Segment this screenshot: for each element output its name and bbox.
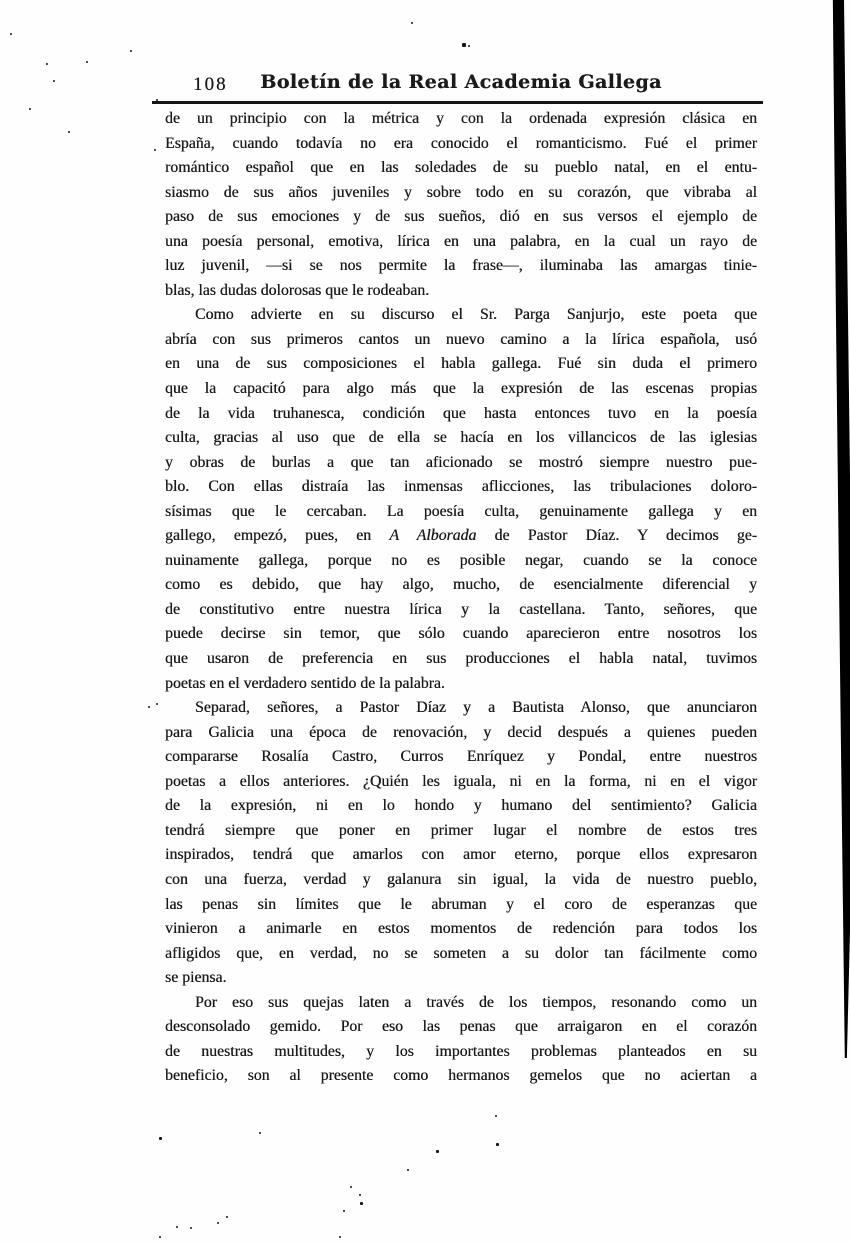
text-line (165, 843, 757, 868)
text-line (165, 1015, 757, 1040)
text-segment: de un principio con la métrica y con la ordenada expresión clásica en (165, 110, 757, 127)
text-line (165, 745, 757, 770)
scan-speckle (462, 43, 466, 47)
text-segment: blo. Con ellas distraía las inmensas aflicciones, las tribulaciones doloro- (165, 478, 757, 496)
text-segment: poetas en el verdadero sentido de la palabra. (165, 674, 445, 692)
text-line (165, 426, 757, 451)
scan-speckle (176, 1226, 178, 1228)
text-line (165, 156, 757, 181)
text-line (165, 696, 757, 721)
scan-speckle (359, 1194, 361, 1196)
scan-speckle (53, 80, 55, 82)
text-segment: paso de sus emociones y de sus sueños, dió en sus versos el ejemplo de (165, 208, 757, 226)
text-line (165, 573, 757, 598)
paragraph (165, 991, 757, 1089)
scan-speckle (68, 131, 70, 133)
scan-speckle (217, 1222, 219, 1224)
scan-speckle (156, 703, 158, 705)
text-segment: se piensa. (165, 969, 227, 987)
scan-speckle (259, 1132, 261, 1134)
text-line (165, 917, 757, 942)
text-segment: de Pastor Díaz. Y decimos ge- (476, 527, 757, 545)
text-segment: que usaron de preferencia en sus producciones el habla natal, tuvimos (165, 650, 757, 668)
text-segment: con una fuerza, verdad y galanura sin igual, la vida de nuestro pueblo, (165, 870, 757, 888)
scan-speckle (29, 108, 31, 110)
text-segment: como es debido, que hay algo, mucho, de esencialmente diferencial y (165, 576, 757, 594)
text-segment: que la capacitó para algo más que la expresión de las escenas propias (165, 380, 757, 398)
text-segment: afligidos que, en verdad, no se someten a su dolor tan fácilmente como (165, 944, 757, 962)
text-line (165, 303, 757, 328)
paragraph (165, 107, 757, 303)
text-segment: Como advierte en su discurso el Sr. Parga Sanjurjo, este poeta que (195, 306, 757, 324)
text-segment: para Galicia una época de renovación, y decid después a quienes pueden (165, 723, 757, 741)
text-segment: romántico español que en las soledades de su pueblo natal, en el entu- (165, 159, 757, 177)
text-line (165, 672, 757, 697)
scan-speckle (436, 1150, 439, 1153)
text-line (165, 549, 757, 574)
scan-speckle (46, 63, 48, 65)
scan-speckle (159, 1137, 162, 1140)
text-segment: de la vida truhanesca, condición que hasta entonces tuvo en la poesía (165, 404, 757, 422)
text-block (165, 107, 757, 1089)
paragraph (165, 303, 757, 696)
scan-speckle (148, 706, 150, 708)
scan-edge-artifact (824, 0, 850, 1058)
text-segment: las penas sin límites que le abruman y el coro de esperanzas que (165, 895, 757, 913)
text-segment: luz juvenil, —si se nos permite la frase—, iluminaba las amargas tinie- (165, 257, 757, 275)
text-line (165, 794, 757, 819)
text-line (165, 991, 757, 1016)
text-segment: poetas a ellos anteriores. ¿Quién les iguala, ni en la forma, ni en el vigor (165, 772, 757, 790)
text-line (165, 1064, 757, 1089)
scan-speckle (496, 1143, 499, 1146)
text-segment: siasmo de sus años juveniles y sobre todo en su corazón, que vibraba al (165, 183, 757, 201)
text-line (165, 107, 757, 132)
text-segment: en una de sus composiciones el habla gallega. Fué sin duda el primero (165, 355, 757, 373)
scan-speckle (226, 1216, 228, 1218)
text-segment: tendrá siempre que poner en primer lugar el nombre de estos tres (165, 821, 757, 839)
scan-speckle (468, 45, 470, 47)
text-segment: blas, las dudas dolorosas que le rodeaban. (165, 281, 430, 299)
scan-speckle (407, 1169, 409, 1171)
text-line (165, 254, 757, 279)
scan-speckle (360, 1202, 363, 1205)
text-line (165, 721, 757, 746)
scan-speckle (339, 1236, 341, 1238)
text-line (165, 893, 757, 918)
text-line (165, 328, 757, 353)
text-line (165, 524, 757, 549)
paragraph (165, 696, 757, 991)
text-segment: sísimas que le cercaban. La poesía culta, genuinamente gallega y en (165, 502, 757, 520)
text-line (165, 475, 757, 500)
text-segment: nuinamente gallega, porque no es posible negar, cuando se la conoce (165, 551, 757, 569)
scan-speckle (190, 1227, 192, 1229)
text-segment: beneficio, son al presente como hermanos gemelos que no aciertan a (165, 1067, 757, 1085)
scan-speckle (343, 1210, 345, 1212)
text-line (165, 352, 757, 377)
text-line (165, 819, 757, 844)
scan-speckle (86, 61, 88, 63)
text-segment: abría con sus primeros cantos un nuevo camino a la lírica española, usó (165, 330, 757, 348)
text-segment: gallego, empezó, pues, en (165, 527, 390, 545)
scan-speckle (350, 1186, 352, 1188)
text-line (165, 868, 757, 893)
text-line (165, 500, 757, 525)
text-segment: compararse Rosalía Castro, Curros Enríquez y Pondal, entre nuestros (165, 748, 757, 766)
scan-speckle (154, 149, 156, 151)
header-rule (152, 101, 763, 104)
text-segment: vinieron a animarle en estos momentos de redención para todos los (165, 920, 757, 938)
text-segment: desconsolado gemido. Por eso las penas que arraigaron en el corazón (165, 1018, 757, 1036)
text-segment: de la expresión, ni en lo hondo y humano del sentimiento? Galicia (165, 797, 757, 815)
text-segment: una poesía personal, emotiva, lírica en una palabra, en la cual un rayo de (165, 232, 757, 250)
text-segment: España, cuando todavía no era conocido el romanticismo. Fué el primer (165, 134, 757, 152)
italic-text: A Alborada (389, 527, 477, 545)
scan-speckle (156, 99, 158, 101)
text-segment: Separad, señores, a Pastor Díaz y a Bautista Alonso, que anunciaron (195, 699, 757, 717)
text-segment: inspirados, tendrá que amarlos con amor eterno, porque ellos expresaron (165, 846, 757, 864)
text-line (165, 205, 757, 230)
text-line (165, 279, 757, 304)
text-line (165, 377, 757, 402)
text-line (165, 402, 757, 427)
scan-speckle (130, 50, 132, 52)
text-line (165, 942, 757, 967)
scan-speckle (495, 1115, 497, 1117)
text-line (165, 230, 757, 255)
text-segment: de constitutivo entre nuestra lírica y la castellana. Tanto, señores, que (165, 600, 757, 618)
text-segment: culta, gracias al uso que de ella se hacía en los villancicos de las iglesias (165, 429, 757, 447)
scan-speckle (10, 33, 12, 35)
text-segment: de nuestras multitudes, y los importantes problemas planteados en su (165, 1042, 757, 1060)
page-number: 108 (193, 74, 228, 95)
scan-speckle (159, 1236, 161, 1238)
text-line (165, 966, 757, 991)
scan-speckle (411, 22, 413, 24)
text-line (165, 181, 757, 206)
text-segment: puede decirse sin temor, que sólo cuando aparecieron entre nosotros los (165, 625, 757, 643)
text-segment: Por eso sus quejas laten a través de los tiempos, resonando como un (195, 993, 757, 1011)
text-line (165, 132, 757, 157)
text-segment: y obras de burlas a que tan aficionado se mostró siempre nuestro pue- (165, 453, 757, 471)
text-line (165, 1040, 757, 1065)
text-line (165, 598, 757, 623)
text-line (165, 647, 757, 672)
text-line (165, 622, 757, 647)
header-title: Boletín de la Real Academia Gallega (260, 71, 662, 93)
text-line (165, 770, 757, 795)
text-line (165, 451, 757, 476)
